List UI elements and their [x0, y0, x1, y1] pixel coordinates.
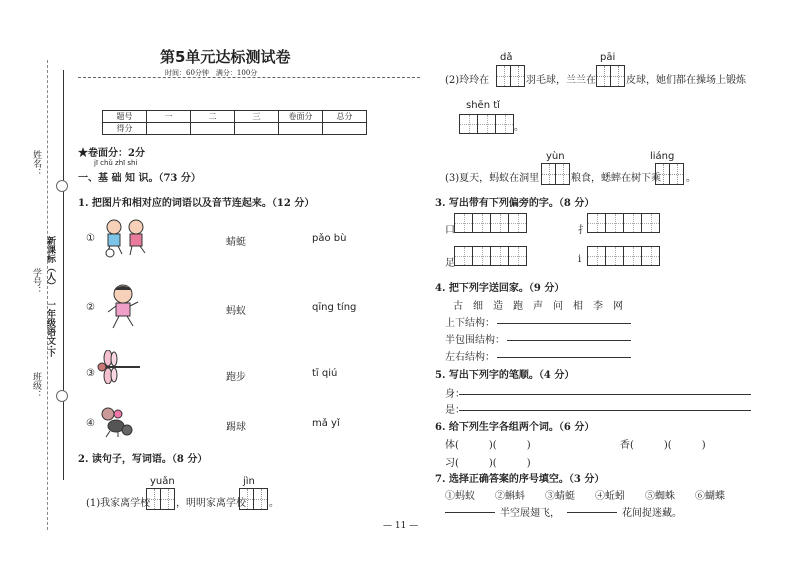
q1-pinyin: qīng tíng [312, 302, 357, 313]
answer-line[interactable] [459, 410, 751, 411]
structure-label: 上下结构： [445, 318, 495, 329]
answer-grid[interactable] [455, 213, 527, 233]
q5-title: 5. 写出下列字的笔顺。（4 分） [435, 370, 575, 381]
radical: i [578, 254, 582, 265]
answer-box[interactable] [610, 65, 625, 87]
q2-pinyin: dǎ [500, 52, 513, 63]
score-header: 一 [147, 111, 191, 123]
answer-box[interactable] [669, 163, 684, 185]
score-cell[interactable] [235, 123, 279, 135]
q7-sentence: 花间捉迷藏。 [622, 508, 682, 519]
q1-title: 1. 把图片和相对应的词语以及音节连起来。（12 分） [78, 198, 315, 209]
exam-subtitle: 时间：60分钟 满分：100分 [165, 69, 258, 77]
book-label: 一年级语文·下 [45, 300, 55, 358]
score-row-label: 得分 [103, 123, 147, 135]
answer-box[interactable] [555, 163, 570, 185]
q7-sentence: 半空展翅飞， [500, 508, 560, 519]
part1-title: 一、基 础 知 识。（73 分） [78, 173, 201, 184]
q2-sentence: (3)夏天，蚂蚁在洞里 [445, 173, 540, 184]
score-cell[interactable] [279, 123, 323, 135]
q2-sentence: (2)玲玲在 [445, 75, 490, 86]
q1-word: 跑步 [226, 372, 246, 383]
answer-box[interactable] [496, 65, 511, 87]
score-header: 总分 [323, 111, 367, 123]
q2-pinyin: liáng [650, 151, 675, 162]
radical: 口 [445, 225, 455, 236]
running-boy-picture [105, 284, 141, 330]
answer-line[interactable] [445, 512, 495, 513]
structure-label: 半包围结构： [445, 335, 505, 346]
page-title: 第5单元达标测试卷 [160, 48, 291, 66]
class-label: 班级： [31, 372, 41, 399]
q2-pinyin: jìn [243, 476, 255, 487]
score-table [102, 110, 367, 135]
answer-box[interactable] [510, 65, 525, 87]
q3-title: 3. 写出带有下列偏旁的字。（8 分） [435, 198, 595, 209]
answer-box[interactable] [541, 163, 556, 185]
q2-pinyin: yùn [546, 151, 565, 162]
q2-sentence: 粮食，蟋蟀在树下乘 [571, 173, 661, 184]
structure-label: 左右结构： [445, 352, 495, 363]
answer-grid[interactable] [588, 246, 660, 266]
part1-pinyin: jī chǔ zhī shi [94, 159, 138, 167]
score-header: 卷面分 [279, 111, 323, 123]
q2-sentence: (1)我家离学校 [86, 498, 151, 509]
id-label: 学号： [31, 268, 41, 295]
answer-line[interactable] [497, 357, 631, 358]
edition-label: 新课标（人） [45, 236, 55, 290]
answer-box[interactable] [596, 65, 611, 87]
q6-title: 6. 给下列生字各组两个词。（6 分） [435, 422, 595, 433]
score-cell[interactable] [191, 123, 235, 135]
radical: 扌 [578, 225, 588, 236]
page-number: — 11 — [383, 521, 419, 531]
q1-num: ② [86, 302, 95, 313]
word-group-line[interactable]: 体( )( ) [445, 440, 531, 451]
kids-soccer-picture [100, 218, 152, 258]
answer-box[interactable] [239, 488, 254, 510]
score-header: 三 [235, 111, 279, 123]
dragonfly-picture [96, 350, 142, 384]
q1-word: 蜻蜓 [226, 237, 246, 248]
word-group-line[interactable]: 习( )( ) [445, 458, 531, 469]
q2-pinyin: pāi [600, 52, 616, 63]
answer-line[interactable] [497, 323, 631, 324]
answer-box[interactable] [160, 488, 175, 510]
q1-pinyin: pǎo bù [312, 233, 347, 244]
score-header: 二 [191, 111, 235, 123]
answer-box[interactable] [655, 163, 670, 185]
binding-solid-line [63, 70, 64, 480]
title-divider [78, 77, 420, 78]
q2-sentence: 羽毛球，兰兰在 [526, 75, 596, 86]
q2-sentence: 。 [686, 173, 696, 184]
answer-grid[interactable] [455, 246, 527, 266]
answer-grid[interactable] [460, 114, 514, 134]
binding-dashed-line [47, 60, 48, 530]
q2-sentence: ，明明家离学校 [176, 498, 246, 509]
answer-grid[interactable] [588, 213, 660, 233]
q2-pinyin: yuǎn [150, 476, 175, 487]
q1-pinyin: mǎ yǐ [312, 418, 340, 429]
q1-num: ③ [86, 368, 95, 379]
word-group-line[interactable]: 香( )( ) [620, 440, 706, 451]
q1-word: 踢球 [226, 422, 246, 433]
q2-pinyin: shēn tǐ [466, 100, 500, 111]
name-label: 姓名： [31, 150, 41, 177]
answer-line[interactable] [507, 340, 631, 341]
answer-box[interactable] [146, 488, 161, 510]
q4-title: 4. 把下列字送回家。（9 分） [435, 283, 565, 294]
q1-num: ① [86, 233, 95, 244]
stroke-label: 是： [445, 405, 465, 416]
neatness-score: ★卷面分：2分 [78, 148, 145, 159]
q2-sentence: 皮球，她们都在操场上锻炼 [626, 75, 746, 86]
ant-picture [96, 404, 134, 438]
q2-sentence: 。 [269, 498, 279, 509]
score-cell[interactable] [147, 123, 191, 135]
q2-title: 2. 读句子，写词语。（8 分） [78, 454, 208, 465]
stroke-label: 身： [445, 389, 465, 400]
q1-word: 蚂蚁 [226, 306, 246, 317]
q7-options: ①蚂蚁 ②蝌蚪 ③蜻蜓 ④蚯蚓 ⑤蜘蛛 ⑥蝴蝶 [445, 491, 725, 502]
answer-line[interactable] [459, 394, 751, 395]
q2-sentence: 。 [514, 122, 524, 133]
radical: 足 [445, 258, 455, 269]
q1-pinyin: tī qiú [312, 368, 338, 379]
q4-characters: 古 细 造 跑 声 问 相 李 网 [453, 301, 623, 312]
q1-num: ④ [86, 418, 95, 429]
answer-box[interactable] [253, 488, 268, 510]
q7-title: 7. 选择正确答案的序号填空。（3 分） [435, 474, 605, 485]
punch-hole [56, 180, 68, 192]
score-header: 题号 [103, 111, 147, 123]
answer-line[interactable] [567, 512, 617, 513]
punch-hole [56, 390, 68, 402]
score-cell[interactable] [323, 123, 367, 135]
